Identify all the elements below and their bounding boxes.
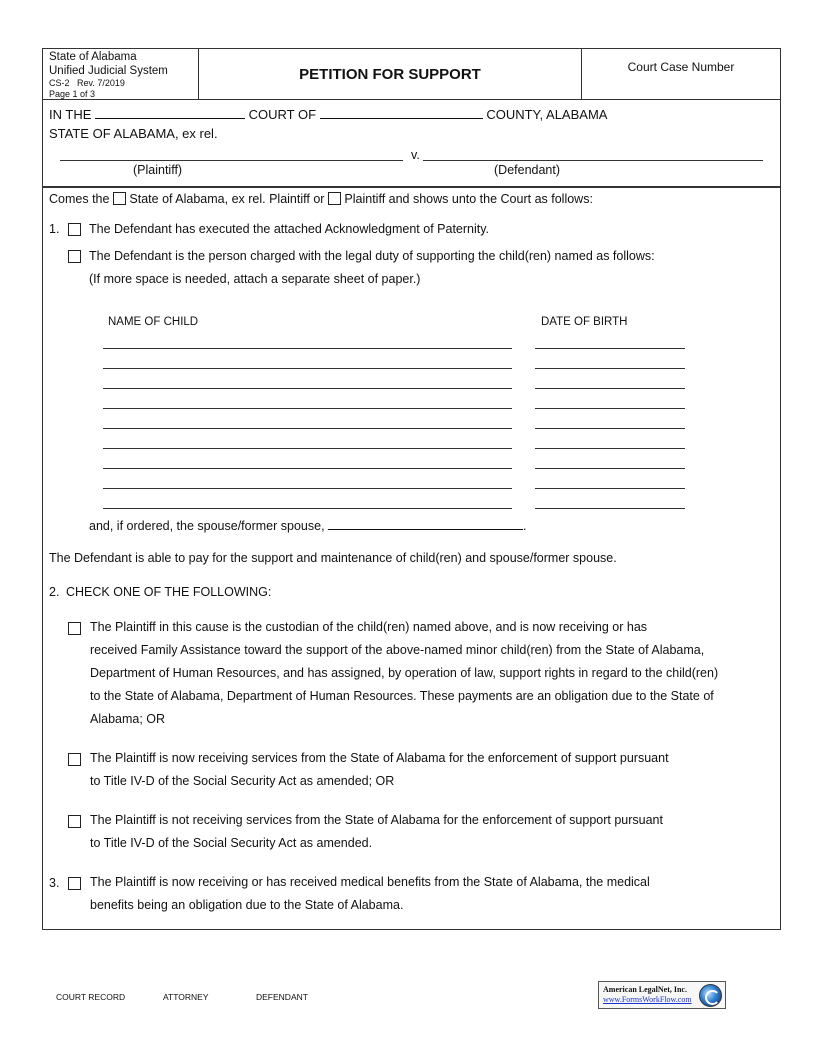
item3-line: benefits being an obligation due to the State of Alabama. xyxy=(90,898,404,912)
footer-defendant: DEFENDANT xyxy=(256,992,308,1002)
form-revision xyxy=(49,78,198,89)
plaintiff-option: Plaintiff and shows unto the Court as follows: xyxy=(344,192,593,206)
spouse-text: and, if ordered, the spouse/former spouse, xyxy=(89,519,325,533)
comes-the-text: Comes the xyxy=(49,192,110,206)
child-dob-line[interactable] xyxy=(535,408,685,409)
item2c-line: The Plaintiff is not receiving services from the State of Alabama for the enforcement of support pursuant xyxy=(90,813,663,827)
legal-duty-checkbox[interactable] xyxy=(68,250,81,263)
revision-date: Rev. 7/2019 xyxy=(77,78,125,88)
not-receiving-services-checkbox[interactable] xyxy=(68,815,81,828)
child-name-line[interactable] xyxy=(103,388,512,389)
footer-court-record: COURT RECORD xyxy=(56,992,126,1002)
paternity-checkbox[interactable] xyxy=(68,223,81,236)
footer-attorney: ATTORNEY xyxy=(163,992,209,1002)
child-name-line[interactable] xyxy=(103,488,512,489)
item2a-line: received Family Assistance toward the support of the above-named minor child(ren) from the State of Alabama, xyxy=(90,643,705,657)
item1b-note: (If more space is needed, attach a separate sheet of paper.) xyxy=(89,272,421,286)
child-name-line[interactable] xyxy=(103,448,512,449)
child-dob-line[interactable] xyxy=(535,508,685,509)
globe-icon xyxy=(699,984,722,1007)
court-line xyxy=(49,106,607,122)
form-header xyxy=(42,48,781,100)
child-dob-line[interactable] xyxy=(535,428,685,429)
defendant-label: (Defendant) xyxy=(494,163,561,177)
child-name-line[interactable] xyxy=(103,508,512,509)
family-assistance-checkbox[interactable] xyxy=(68,622,81,635)
state-ex-rel: STATE OF ALABAMA, ex rel. xyxy=(49,126,218,141)
defendant-name-field[interactable] xyxy=(423,160,763,161)
item2a-line: Alabama; OR xyxy=(90,712,166,726)
county-label: COUNTY, ALABAMA xyxy=(486,107,608,122)
child-name-line[interactable] xyxy=(103,468,512,469)
item2c-text xyxy=(90,809,663,855)
county-name-field[interactable] xyxy=(320,106,483,119)
child-name-line[interactable] xyxy=(103,368,512,369)
item2b-text xyxy=(90,747,669,793)
name-of-child-header: NAME OF CHILD xyxy=(108,316,199,328)
in-the-label: IN THE xyxy=(49,107,92,122)
item3-text xyxy=(90,871,650,917)
item2a-line: to the State of Alabama, Department of Human Resources. These payments are an obligation due to the State of xyxy=(90,689,714,703)
item2c-line: to Title IV-D of the Social Security Act as amended. xyxy=(90,836,373,850)
plaintiff-checkbox[interactable] xyxy=(328,192,341,205)
item1b-text: The Defendant is the person charged with the legal duty of supporting the child(ren) named as follows: xyxy=(89,249,655,263)
child-name-line[interactable] xyxy=(103,428,512,429)
court-info-cell xyxy=(43,49,199,99)
able-to-pay-text: The Defendant is able to pay for the support and maintenance of child(ren) and spouse/former spouse. xyxy=(49,551,617,565)
state-name: State of Alabama xyxy=(49,51,137,63)
page-number: Page 1 of 3 xyxy=(49,89,96,99)
spouse-name-field[interactable] xyxy=(328,517,523,530)
item3-line: The Plaintiff is now receiving or has received medical benefits from the State of Alabama, the medical xyxy=(90,875,650,889)
plaintiff-label: (Plaintiff) xyxy=(133,163,183,177)
plaintiff-name-field[interactable] xyxy=(60,160,403,161)
case-number-label[interactable]: Court Case Number xyxy=(627,60,735,74)
court-name-field[interactable] xyxy=(95,106,245,119)
item3-number: 3. xyxy=(49,876,60,890)
logo-url[interactable]: www.FormsWorkFlow.com xyxy=(603,995,692,1004)
child-name-line[interactable] xyxy=(103,408,512,409)
child-dob-line[interactable] xyxy=(535,468,685,469)
child-dob-line[interactable] xyxy=(535,388,685,389)
date-of-birth-header: DATE OF BIRTH xyxy=(541,316,628,328)
child-dob-line[interactable] xyxy=(535,448,685,449)
comes-the-line xyxy=(49,192,593,206)
spouse-line: and, if ordered, the spouse/former spouse, . xyxy=(89,519,527,533)
form-number: CS-2 xyxy=(49,78,70,88)
child-dob-line[interactable] xyxy=(535,488,685,489)
item2a-line: The Plaintiff in this cause is the custodian of the child(ren) named above, and is now receiving or has xyxy=(90,620,648,634)
item2a-line: Department of Human Resources, and has assigned, by operation of law, support rights in regard to the child(ren) xyxy=(90,666,719,680)
child-dob-line[interactable] xyxy=(535,348,685,349)
item1-number: 1. xyxy=(49,222,60,236)
state-ex-rel-option: State of Alabama, ex rel. Plaintiff or xyxy=(129,192,325,206)
item2b-line: The Plaintiff is now receiving services from the State of Alabama for the enforcement of support pursuant xyxy=(90,751,669,765)
logo-company: American LegalNet, Inc. xyxy=(603,985,687,994)
child-name-line[interactable] xyxy=(103,348,512,349)
medical-benefits-checkbox[interactable] xyxy=(68,877,81,890)
form-title: PETITION FOR SUPPORT xyxy=(199,49,582,99)
state-ex-rel-checkbox[interactable] xyxy=(113,192,126,205)
item2-number: 2. xyxy=(49,585,60,599)
american-legalnet-logo[interactable] xyxy=(598,981,726,1009)
item2-heading: CHECK ONE OF THE FOLLOWING: xyxy=(66,585,272,599)
court-of-label: COURT OF xyxy=(248,107,317,122)
item1a-text: The Defendant has executed the attached Acknowledgment of Paternity. xyxy=(89,222,490,236)
item2a-text xyxy=(90,616,718,731)
child-dob-line[interactable] xyxy=(535,368,685,369)
judicial-system: Unified Judicial System xyxy=(49,65,168,77)
receiving-services-checkbox[interactable] xyxy=(68,753,81,766)
versus-label: v. xyxy=(411,148,420,162)
item2b-line: to Title IV-D of the Social Security Act as amended; OR xyxy=(90,774,395,788)
